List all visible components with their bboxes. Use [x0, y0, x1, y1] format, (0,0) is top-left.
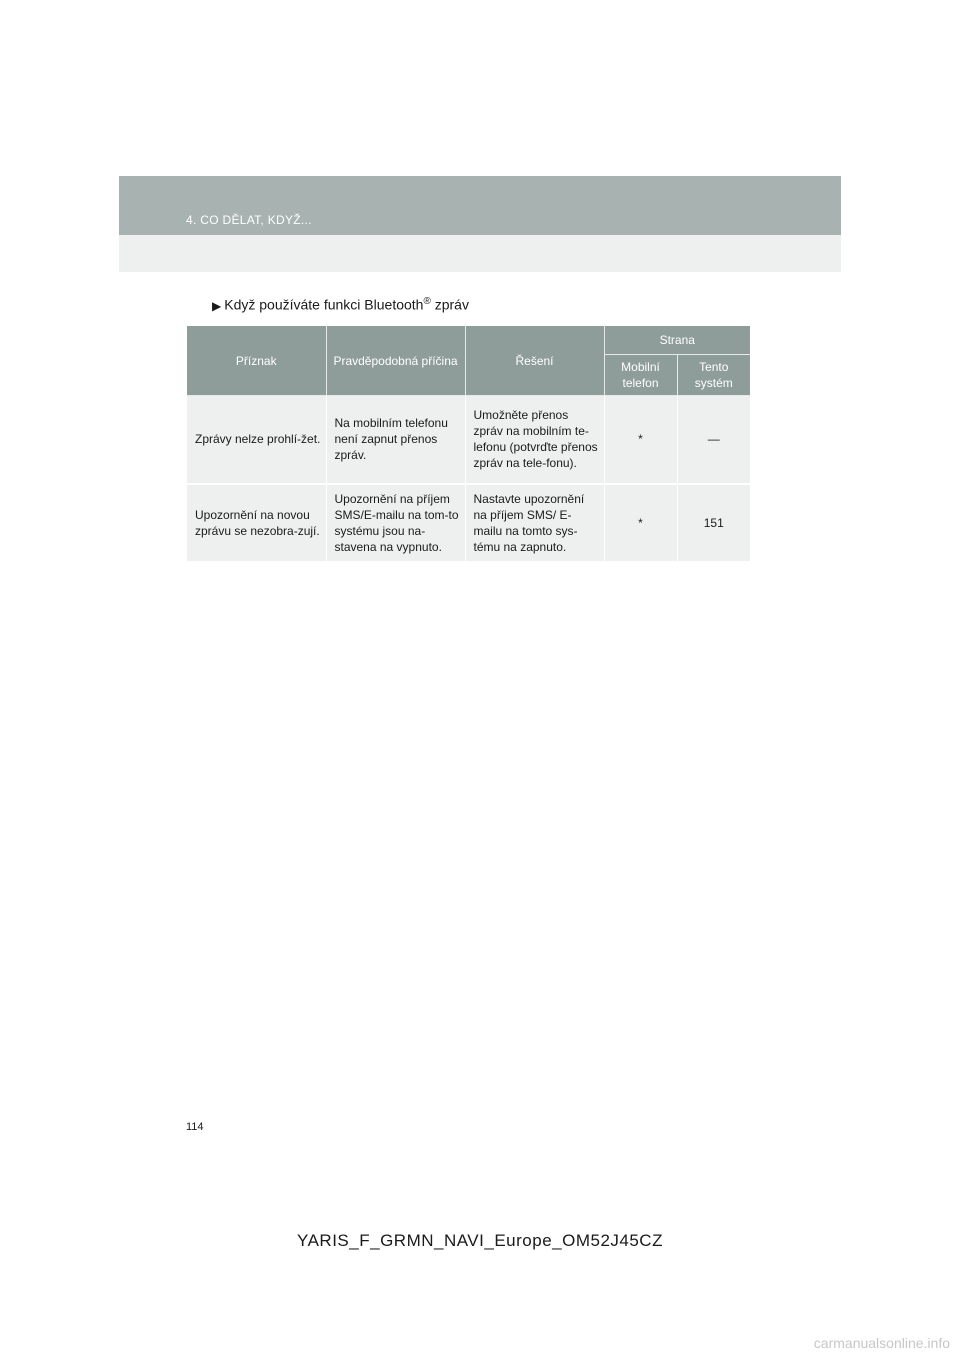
page-number: 114: [186, 1121, 204, 1133]
table-header-row: [187, 326, 750, 355]
header-solution: Řešení: [465, 326, 604, 396]
troubleshooting-table: [187, 326, 750, 563]
header-system: Tento systém: [677, 355, 750, 396]
cell-system: —: [677, 396, 750, 484]
header-symptom: Příznak: [187, 326, 326, 396]
header-subband: [119, 235, 841, 272]
section-title-text: Když používáte funkci Bluetooth: [224, 296, 424, 313]
cell-symptom: Upozornění na novou zprávu se nezobra-zují.: [187, 484, 326, 562]
document-code: YARIS_F_GRMN_NAVI_Europe_OM52J45CZ: [297, 1231, 663, 1250]
section-title-suffix: zpráv: [430, 296, 469, 313]
triangle-bullet-icon: ▶: [212, 298, 222, 313]
watermark: carmanualsonline.info: [813, 1335, 950, 1351]
chapter-header: [119, 176, 841, 235]
cell-mobile: *: [604, 396, 677, 484]
registered-mark: ®: [423, 296, 431, 307]
cell-solution: Umožněte přenos zpráv na mobilním te-lefonu (potvrďte přenos zpráv na tele-fonu).: [465, 396, 604, 484]
cell-symptom: Zprávy nelze prohlí-žet.: [187, 396, 326, 484]
header-mobile: Mobilní telefon: [604, 355, 677, 396]
cell-cause: Upozornění na příjem SMS/E-mailu na tom-to systému jsou na-stavena na vypnuto.: [326, 484, 465, 562]
chapter-title: 4. CO DĚLAT, KDYŽ...: [186, 213, 312, 227]
header-cause: Pravděpodobná příčina: [326, 326, 465, 396]
table-row: [187, 396, 750, 484]
section-title: [212, 296, 469, 313]
cell-cause: Na mobilním telefonu není zapnut přenos zpráv.: [326, 396, 465, 484]
cell-solution: Nastavte upozornění na příjem SMS/ E-mailu na tomto sys-tému na zapnuto.: [465, 484, 604, 562]
table-row: [187, 484, 750, 562]
cell-mobile: *: [604, 484, 677, 562]
cell-system: 151: [677, 484, 750, 562]
header-page: Strana: [604, 326, 750, 355]
